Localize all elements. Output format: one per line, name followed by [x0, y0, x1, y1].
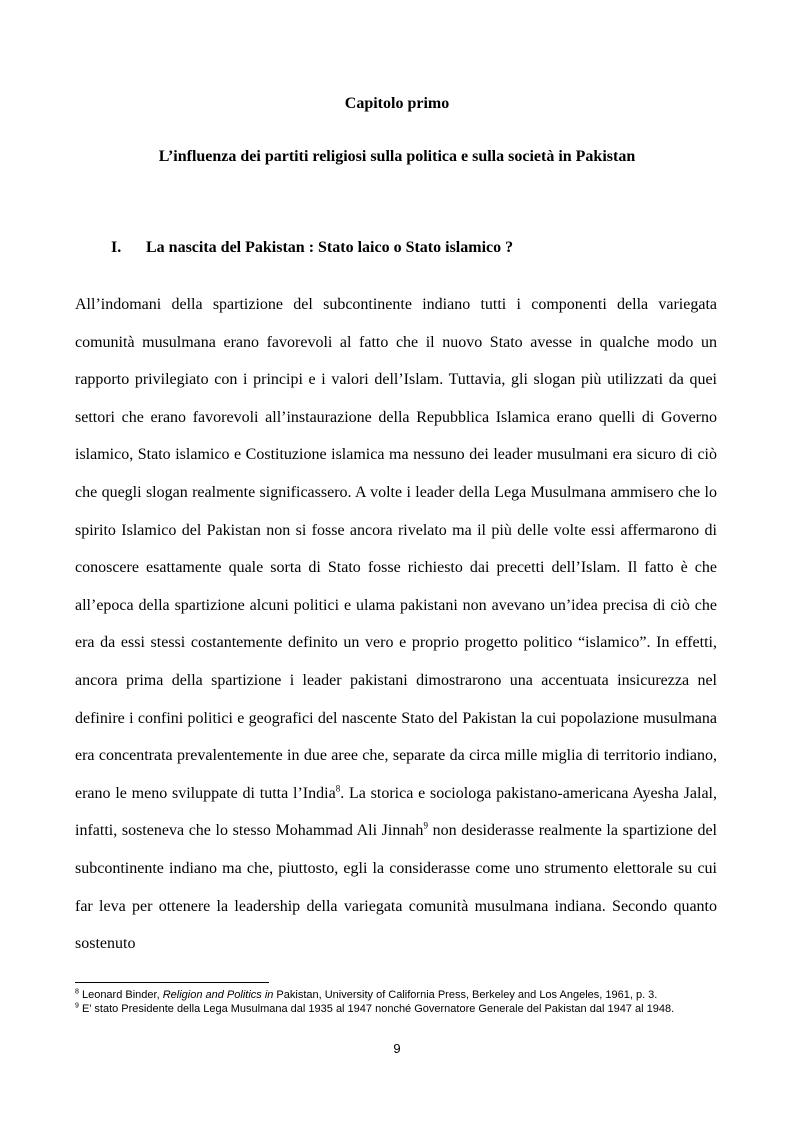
footnote-book-title: Religion and Politics in	[162, 989, 274, 1001]
body-text-part-2: . La storica e sociologa pakistano-americana Ayesha Jalal, infatti, sosteneva che lo stesso Mohammad Ali Jinnah	[75, 784, 718, 840]
footnote-author: Leonard Binder,	[78, 989, 163, 1001]
footnote-ref-8[interactable]: 8	[335, 783, 341, 794]
footnote-marker: 8	[75, 988, 79, 996]
body-paragraph	[75, 286, 717, 963]
footnote-8	[75, 989, 720, 1002]
body-text-part-1: All’indomani della spartizione del subcontinente indiano tutti i componenti della variegata comunità musulmana erano favorevoli al fatto che il nuovo Stato avesse in qualche modo un rapporto privilegiato con i principi e i valori dell’Islam. Tuttavia, gli slogan più utilizzati da quei settori che erano favorevoli all’instaurazione della Repubblica Islamica erano quelli di Governo islamico, Stato islamico e Costituzione islamica ma nessuno dei leader musulmani era sicuro di ciò che quegli slogan realmente significassero. A volte i leader della Lega Musulmana ammisero che lo spirito Islamico del Pakistan non si fosse ancora rivelato ma il più delle volte essi affermarono di conoscere esattamente quale sorta di Stato fosse richiesto dai precetti dell’Islam. Il fatto è che all’epoca della spartizione alcuni politici e ulama pakistani non avevano un’idea precisa di ciò che era da essi stessi costantemente definito un vero e proprio progetto politico “islamico”. In effetti, ancora prima della spartizione i leader pakistani dimostrarono una accentuata insicurezza nel definire i confini politici e geografici del nascente Stato del Pakistan la cui popolazione musulmana era concentrata prevalentemente in due aree che, separate da circa mille miglia di territorio indiano, erano le meno sviluppate di tutta l’India	[75, 296, 717, 802]
chapter-heading: Capitolo primo	[344, 95, 450, 112]
footnote-publication: Pakistan, University of California Press, Berkeley and Los Angeles, 1961, p. 3.	[273, 989, 658, 1001]
chapter-title: L’influenza dei partiti religiosi sulla politica e sulla società in Pakistan	[158, 148, 636, 165]
body-text-part-3: non desiderasse realmente la spartizione del subcontinente indiano ma che, piuttosto, egli la considerasse come uno strumento elettorale su cui far leva per ottenere la leadership della variegata comunità musulmana indiana. Secondo quanto sostenuto	[75, 822, 717, 953]
section-title: La nascita del Pakistan : Stato laico o Stato islamico ?	[146, 239, 514, 256]
section-number: I.	[111, 239, 122, 256]
footnote-marker: 9	[75, 1002, 79, 1010]
footnote-separator	[75, 982, 269, 983]
page-number: 9	[393, 1041, 401, 1056]
footnote-ref-9[interactable]: 9	[423, 820, 428, 831]
footnote-9	[75, 1003, 720, 1016]
section-heading	[111, 238, 731, 258]
footnote-text: E’ stato Presidente della Lega Musulmana dal 1935 al 1947 nonché Governatore Generale del Pakistan dal 1947 al 1948.	[78, 1003, 675, 1015]
footnotes	[75, 989, 720, 1017]
